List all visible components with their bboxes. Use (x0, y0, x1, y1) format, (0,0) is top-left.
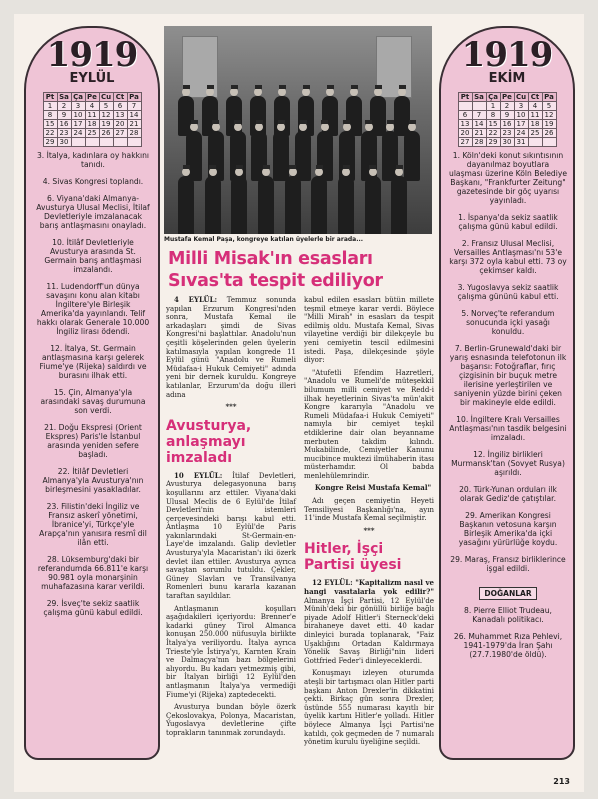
event-item: 21. Doğu Ekspresi (Orient Ekspres) Paris'le İstanbul arasında yeniden sefere başladı. (44, 423, 142, 459)
quote-paragraph: "Atufetli Efendim Hazretleri, "Anadolu ve Rumeli'de müteşekkil bilumum milli cemiyet ve Redd-i ilhak heyetlerinin Sivas'ta mün'akit Kongre kararıyla "Anadolu ve Rumeli Müdafaa-i Hukuk Cemiyeti" namıyla bir cemiyet teşkil etdiklerine dair olan beyanname merbuten takdim kılındı. Mukabilinde, Cemiyetler Kanunu mucibince muktezi ilmühaberin itası müsterhamdır. Ol babda menlehülemrindir. (304, 368, 434, 480)
calendar-day (71, 138, 85, 147)
event-item: 28. Lüksemburg'daki bir referandumda 66.811'e karşı 90.981 oyla monarşinin muhafazasına karar verildi. (37, 555, 149, 591)
event-item: 1. İspanya'da sekiz saatlik çalışma günü kabul edildi. (458, 213, 558, 231)
subheadline-austria: Avusturya, anlaşmayı imzaladı (166, 417, 252, 466)
event-item: 29. Maraş, Fransız birliklerince işgal edildi. (450, 555, 566, 573)
calendar-day (528, 138, 542, 147)
article-column-1 (166, 296, 296, 742)
calendar-day: 27 (113, 129, 127, 138)
calendar-day: 3 (71, 102, 85, 111)
calendar-day: 1 (486, 102, 500, 111)
calendar-week-row (458, 111, 556, 120)
left-month: EYLÜL (69, 71, 115, 86)
event-item: 29. Amerikan Kongresi Başkanın vetosuna karşın Birleşik Amerika'da içki yasağını yürürlüğe koydu. (458, 511, 558, 547)
calendar-day: 28 (127, 129, 141, 138)
calendar-week-row (43, 129, 141, 138)
calendar-day-name: Cu (515, 93, 527, 101)
event-item: 29. İsveç'te sekiz saatlik çalışma günü kabul edildi. (43, 599, 143, 617)
signature-paragraph: Kongre Reisi Mustafa Kemal" (314, 483, 432, 493)
calendar-day: 24 (514, 129, 528, 138)
births-list (441, 606, 573, 659)
paragraph: kabul edilen esasları bütün millete teşmil etmeye karar verdi. Böylece "Milli Mirah" in esasları da tespit edilmiş oldu. Mustafa Kemal, Sivas vilayetine verdiği bir dilekçeyle bu yeni cemiyetin tescil edilmesini istedi. Paşa, dilekçesinde şöyle diyor: (304, 296, 434, 365)
event-item: 2. Fransız Ulusal Meclisi, Versailles Antlaşması'nı 53'e karşı 372 oyla kabul etti. 73 oy çekimser kaldı. (449, 239, 567, 275)
calendar-day-name: Cu (100, 93, 112, 101)
right-month: EKİM (488, 71, 526, 86)
calendar-day-name: Sa (472, 93, 486, 102)
event-item: 3. Yugoslavya sekiz saatlik çalışma gününü kabul etti. (457, 283, 559, 301)
births-label: DOĞANLAR (479, 587, 536, 600)
right-sidebar-october (439, 26, 575, 760)
paragraph: Konuşmayı izleyen oturumda ateşli bir tartışmacı olan Hitler parti başkanı Anton Drexler'in dikkatini çekti. Birkaç gün sonra Drexler, üstünde 555 numarası kayıtlı bir üyelik kartını Hitler'e yolladı. Hitler böylece Almanya İşçi Partisi'ne katıldı, çok geçmeden de 7 numaralı yönetim kurulu üyeliğine seçildi. (304, 669, 434, 747)
paragraph: Almanya İşçi Partisi, 12 Eylül'de Münih'deki bir gönüllü birliğe bağlı piyade Adolf Hitler'i Sterneck'deki birahaneye davet etti. 40 kadar dinleyici burada toplanarak, "Faiz Uşaklığını Ortadan Kaldırmaya Yönelik Savaş Birliği"nin lideri Gottfried Feder'i dinleyeceklerdi. (304, 596, 434, 665)
calendar-day: 30 (500, 138, 514, 147)
calendar-week-row (43, 111, 141, 120)
event-item: 12. İngiliz birlikleri Murmansk'tan (Sovyet Rusya) aşırıldı. (451, 450, 565, 477)
right-sidebar-header (441, 35, 573, 86)
calendar-header-row (458, 93, 556, 102)
calendar-day: 1 (43, 102, 57, 111)
calendar-day: 12 (542, 111, 556, 120)
calendar-week-row (458, 138, 556, 147)
calendar-day: 13 (113, 111, 127, 120)
paragraph: Adı geçen cemiyetin Heyeti Temsiliyesi Başkanlığı'na, ayın 11'inde Mustafa Kemal seçilmiştir. (304, 497, 434, 523)
calendar-day: 15 (43, 120, 57, 129)
calendar-week-row (458, 129, 556, 138)
calendar-day: 26 (99, 129, 113, 138)
paragraph: İtilaf Devletleri, Avusturya delegasyonuna barış koşullarını arz ettiler. Viyana'daki Ulusal Meclis de 6 Eylül'de İtilaf Devletleri'nin istemleri çerçevesindeki barışı kabul etti. Antlaşma 10 Eylül'de Paris yakınlarındaki St-Germain-en-Laye'de imzalandı. Galip devletler Avusturya'yla Macaristan'ı iki özerk devlet ilan ettiler. Avusturya ayrıca savaştan sorumlu tutuldu. Çekler, Güney Slavları ve Transilvanya Romenleri bunu kararla kazanan taraftan sayıldılar. (166, 471, 296, 601)
calendar-day: 10 (71, 111, 85, 120)
calendar-day: 27 (458, 138, 472, 147)
page-number: 213 (553, 777, 570, 786)
left-sidebar-september (24, 26, 160, 760)
calendar-week-row (458, 102, 556, 111)
calendar-day: 14 (472, 120, 486, 129)
calendar-day: 5 (99, 102, 113, 111)
photo-caption: Mustafa Kemal Paşa, kongreye katılan üyelerle bir arada... (164, 236, 364, 243)
separator-stars: *** (363, 525, 375, 535)
event-item: 10. İtilâf Devletleriyle Avusturya arasında St. Germain barış antlaşmasi imzalandı. (44, 238, 142, 274)
calendar-day: 5 (542, 102, 556, 111)
birth-item: 26. Muhammet Rıza Pehlevi, 1941-1979'da İran Şahı (27.7.1980'de öldü). (453, 632, 563, 659)
calendar-week-row (458, 120, 556, 129)
calendar-day-name: Pt (458, 93, 472, 102)
calendar-day: 13 (458, 120, 472, 129)
calendar-day: 6 (113, 102, 127, 111)
calendar-day-name: Sa (57, 93, 71, 102)
calendar-day: 25 (528, 129, 542, 138)
subheadline-hitler: Hitler, İşçi Partisi üyesi (304, 541, 402, 574)
headline (168, 248, 432, 292)
right-calendar (458, 92, 557, 147)
calendar-day: 29 (43, 138, 57, 147)
calendar-day-name: Pa (542, 93, 556, 102)
calendar-day (85, 138, 99, 147)
calendar-week-row (43, 120, 141, 129)
article-column-2 (304, 296, 434, 751)
magazine-page (14, 14, 584, 792)
event-item: 12. İtalya, St. Germain antlaşmasına karşı gelerek Fiume'ye (Rijeka) saldırdı ve burasını ilhak etti. (39, 344, 147, 380)
calendar-week-row (43, 138, 141, 147)
headline-line-2: Sıvas'ta tespit ediliyor (168, 271, 383, 291)
lead-sep-12: 12 EYLÜL: "Kapitalizm nasıl ve hangi vasıtalarla yok edilir?" (304, 578, 434, 597)
right-year: 1919 (461, 35, 553, 75)
calendar-day: 7 (127, 102, 141, 111)
paragraph: Temmuz sonunda yapılan Erzurum Kongresi'nden sonra, Mustafa Kemal ile arkadaşları şimdi de Sivas Kongresi'ni başlattılar. Anadolu'nun çeşitli köşelerinden gelen üyelerin katılmasıyla yapılan kongrede 11 Eylül günü "Anadolu ve Rumeli Müdafaa-i Hukuk Cemiyeti" adında yeni bir dernek kuruldu. Kongreye katılanlar, Erzurum'da doğu illeri adına (166, 296, 297, 399)
calendar-day (458, 102, 472, 111)
separator-stars: *** (225, 402, 237, 412)
calendar-day: 19 (542, 120, 556, 129)
calendar-day: 28 (472, 138, 486, 147)
paragraph: Antlaşmanın koşulları aşağıdakileri içeriyordu: Brenner'e kadarki güney Tirol Almanca konuşan 250.000 nüfusuyla birlikte İtalya'ya veriliyordu. İtalya ayrıca Trieste'yle İstirya'yı, Karnten Krain ve Dalmaçya'nın bazı bölgelerini alıyordu. Bu kadarı yetmezmiş gibi, bir İtalyan birliği 12 Eylül'den antlaşmanın İtalya'ya vermediği Fiume'yi (Rijeka) zaptedecekti. (166, 604, 296, 699)
calendar-day: 25 (85, 129, 99, 138)
calendar-day: 2 (57, 102, 71, 111)
calendar-day: 4 (528, 102, 542, 111)
left-year: 1919 (46, 35, 138, 75)
event-item: 3. İtalya, kadınlara oy hakkını tanıdı. (36, 151, 150, 169)
lead-sep-4: 4 EYLÜL: (174, 295, 218, 304)
calendar-day (542, 138, 556, 147)
calendar-day: 20 (458, 129, 472, 138)
event-item: 7. Berlin-Grunewald'daki bir yarış esnasında telefotonun ilk başarısı: Fotoğraflar, fırıç çizgisinin bir buçuk metre ilerisine yerleştirilen ve saniyenin yüzde birini çeken bir makineyle elde edildi. (449, 344, 567, 407)
calendar-day: 9 (57, 111, 71, 120)
headline-line-1: Milli Misak'ın esasları (168, 249, 373, 269)
calendar-day: 29 (486, 138, 500, 147)
calendar-day: 6 (458, 111, 472, 120)
lead-sep-10: 10 EYLÜL: (174, 470, 223, 480)
center-article (164, 26, 436, 786)
calendar-day: 17 (514, 120, 528, 129)
left-events-list (26, 151, 158, 617)
calendar-day: 19 (99, 120, 113, 129)
calendar-day: 16 (57, 120, 71, 129)
calendar-day-name: Pe (85, 93, 99, 102)
calendar-day: 20 (113, 120, 127, 129)
calendar-day: 15 (486, 120, 500, 129)
calendar-day: 23 (500, 129, 514, 138)
calendar-day-name: Ct (528, 93, 542, 102)
calendar-week-row (43, 102, 141, 111)
event-item: 1. Köln'deki konut sıkıntısının dayanılmaz boyutlara ulaşması üzerine Köln Belediye Başkanı, "Frankfurter Zeitung" gazetesinde bir göç uyarısı yayınladı. (449, 151, 568, 205)
calendar-day: 14 (127, 111, 141, 120)
calendar-day: 22 (43, 129, 57, 138)
calendar-day-name: Pa (127, 93, 141, 102)
calendar-header-row (43, 93, 141, 102)
event-item: 4. Sivas Kongresi toplandı. (42, 177, 144, 186)
right-events-list (441, 151, 573, 573)
calendar-day: 22 (486, 129, 500, 138)
calendar-day: 2 (500, 102, 514, 111)
calendar-day-name: Pt (43, 93, 57, 102)
event-item: 15. Çin, Almanya'yla arasındaki savaş durumuna son verdi. (40, 388, 146, 415)
calendar-day: 21 (127, 120, 141, 129)
calendar-day: 17 (71, 120, 85, 129)
event-item: 22. İtilâf Devletleri Almanya'yla Avusturya'nın birleşmesini yasakladılar. (42, 467, 144, 494)
calendar-day: 18 (85, 120, 99, 129)
calendar-day-name: Ça (486, 93, 500, 102)
calendar-day: 11 (85, 111, 99, 120)
congress-photo (164, 26, 432, 234)
event-item: 23. Filistin'deki İngiliz ve Fransız askerî yönetimi, İbranice'yi, Türkçe'yle Arapça'nın yanısıra resmî dil ilân etti. (39, 502, 147, 547)
calendar-day: 9 (500, 111, 514, 120)
calendar-day: 21 (472, 129, 486, 138)
calendar-day: 24 (71, 129, 85, 138)
calendar-day: 16 (500, 120, 514, 129)
calendar-day: 12 (99, 111, 113, 120)
calendar-day: 8 (486, 111, 500, 120)
calendar-day (99, 138, 113, 147)
calendar-day: 7 (472, 111, 486, 120)
calendar-day: 11 (528, 111, 542, 120)
calendar-day: 31 (514, 138, 528, 147)
calendar-day: 18 (528, 120, 542, 129)
calendar-day (127, 138, 141, 147)
event-item: 20. Türk-Yunan orduları ilk olarak Gediz'de çatıştılar. (459, 485, 557, 503)
event-item: 6. Viyana'daki Almanya-Avusturya Ulusal Meclisi, İtilaf Devletleriyle imzalanacak barış antlaşmasını onayladı. (36, 194, 150, 230)
calendar-day: 10 (514, 111, 528, 120)
calendar-day: 30 (57, 138, 71, 147)
birth-item: 8. Pierre Elliot Trudeau, Kanadalı politikacı. (464, 606, 552, 624)
calendar-day: 23 (57, 129, 71, 138)
calendar-day-name: Ça (71, 93, 85, 102)
calendar-day: 4 (85, 102, 99, 111)
left-sidebar-header (26, 35, 158, 86)
calendar-day (113, 138, 127, 147)
calendar-day: 3 (514, 102, 528, 111)
calendar-day (472, 102, 486, 111)
calendar-day: 26 (542, 129, 556, 138)
event-item: 10. İngiltere Kralı Versailles Antlaşması'nın tasdik belgesini imzaladı. (449, 415, 567, 442)
left-calendar (43, 92, 142, 147)
event-item: 5. Norveç'te referandum sonucunda içki yasağı konuldu. (461, 309, 555, 336)
paragraph: Avusturya bundan böyle özerk Çekoslovakya, Polonya, Macaristan, Yugoslavya devletlerine çifte toprakların tanınmak zorundaydı. (166, 703, 296, 737)
calendar-day-name: Pe (500, 93, 514, 102)
calendar-day: 8 (43, 111, 57, 120)
calendar-day-name: Ct (113, 93, 127, 102)
event-item: 11. Ludendorff'un dünya savaşını konu alan kitabı İngiltere'yle Birleşik Amerika'da yayınlandı. Telif hakkı olarak Generale 10.000 İngiliz lirası ödendi. (36, 282, 150, 336)
